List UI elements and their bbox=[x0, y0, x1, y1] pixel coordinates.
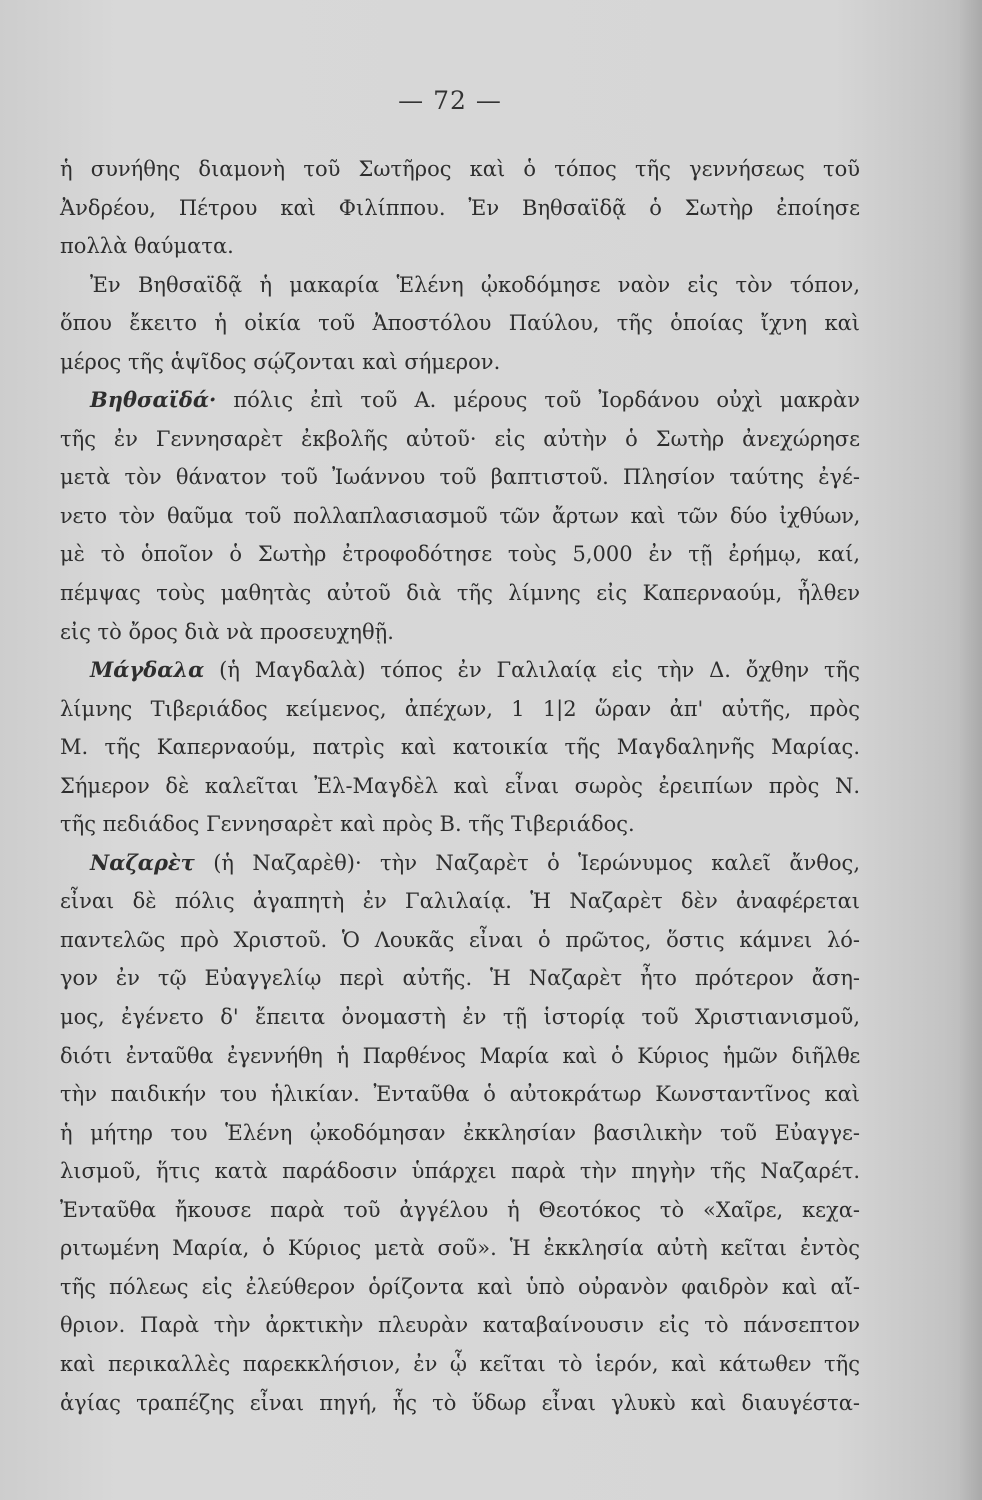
text-line: ριτωμένη Μαρία, ὁ Κύριος μετὰ σοῦ». Ἡ ἐκκλησία αὐτὴ κεῖται ἐντὸς bbox=[60, 1236, 860, 1261]
text-line: μέρος τῆς ἁψῖδος σῴζονται καὶ σήμερον. bbox=[60, 349, 501, 374]
text-line: παντελῶς πρὸ Χριστοῦ. Ὁ Λουκᾶς εἶναι ὁ πρῶτος, ὅστις κάμνει λό- bbox=[60, 927, 860, 952]
text-line: Ἐν Βηθσαϊδᾷ ἡ μακαρία Ἑλένη ᾠκοδόμησε ναὸν εἰς τὸν τόπον, bbox=[90, 272, 860, 297]
text-line: θριον. Παρὰ τὴν ἀρκτικὴν πλευρὰν καταβαίνουσιν εἰς τὸ πάνσεπτον bbox=[60, 1313, 860, 1338]
text-line: τῆς πεδιάδος Γεννησαρὲτ καὶ πρὸς Β. τῆς Τιβεριάδος. bbox=[60, 812, 635, 837]
text-line: μὲ τὸ ὁποῖον ὁ Σωτὴρ ἐτροφοδότησε τοὺς 5,000 ἐν τῇ ἐρήμῳ, καί, bbox=[60, 542, 860, 567]
page-number: — 72 — bbox=[398, 86, 502, 115]
text-line: εἰς τὸ ὄρος διὰ νὰ προσευχηθῇ. bbox=[60, 619, 394, 644]
text-line: νετο τὸν θαῦμα τοῦ πολλαπλασιασμοῦ τῶν ἄρτων καὶ τῶν δύο ἰχθύων, bbox=[60, 503, 860, 528]
text-line: τῆς ἐν Γεννησαρὲτ ἐκβολῆς αὐτοῦ· εἰς αὐτὴν ὁ Σωτὴρ ἀνεχώρησε bbox=[60, 426, 860, 451]
text-line: γον ἐν τῷ Εὐαγγελίῳ περὶ αὐτῆς. Ἡ Ναζαρὲτ ἦτο πρότερον ἄση- bbox=[60, 966, 860, 991]
text-line bbox=[60, 651, 860, 690]
entry-text: πόλις ἐπὶ τοῦ Α. μέρους τοῦ Ἰορδάνου οὐχὶ μακρὰν bbox=[233, 388, 860, 413]
text-line: μος, ἐγένετο δ' ἔπειτα ὀνομαστὴ ἐν τῇ ἱστορίᾳ τοῦ Χριστιανισμοῦ, bbox=[60, 1005, 860, 1030]
text-line: ἁγίας τραπέζης εἶναι πηγή, ἧς τὸ ὕδωρ εἶναι γλυκὺ καὶ διαυγέστα- bbox=[60, 1390, 860, 1415]
text-line: πέμψας τοὺς μαθητὰς αὐτοῦ διὰ τῆς λίμνης εἰς Καπερναούμ, ἦλθεν bbox=[60, 581, 860, 606]
text-line: Μ. τῆς Καπερναούμ, πατρὶς καὶ κατοικία τῆς Μαγδαληνῆς Μαρίας. bbox=[60, 735, 860, 760]
entry-text: (ἡ Ναζαρὲθ)· τὴν Ναζαρὲτ ὁ Ἱερώνυμος καλεῖ ἄνθος, bbox=[213, 850, 860, 875]
text-line: ἡ συνήθης διαμονὴ τοῦ Σωτῆρος καὶ ὁ τόπος τῆς γεννήσεως τοῦ bbox=[60, 157, 860, 181]
text-line bbox=[60, 844, 860, 883]
text-line: λισμοῦ, ἥτις κατὰ παράδοσιν ὑπάρχει παρὰ τὴν πηγὴν τῆς Ναζαρέτ. bbox=[60, 1159, 860, 1184]
body-text bbox=[60, 150, 860, 1422]
entry-term-magdala: Μάγδαλα bbox=[90, 657, 205, 683]
text-line: μετὰ τὸν θάνατον τοῦ Ἰωάννου τοῦ βαπτιστοῦ. Πλησίον ταύτης ἐγέ- bbox=[60, 465, 860, 490]
text-line: διότι ἐνταῦθα ἐγεννήθη ἡ Παρθένος Μαρία καὶ ὁ Κύριος ἡμῶν διῆλθε bbox=[60, 1043, 860, 1068]
text-line bbox=[60, 381, 860, 420]
text-line: τὴν παιδικήν του ἡλικίαν. Ἐνταῦθα ὁ αὐτοκράτωρ Κωνσταντῖνος καὶ bbox=[60, 1082, 860, 1107]
entry-term-nazareth: Ναζαρὲτ bbox=[90, 849, 195, 875]
text-line: εἶναι δὲ πόλις ἀγαπητὴ ἐν Γαλιλαίᾳ. Ἡ Ναζαρὲτ δὲν ἀναφέρεται bbox=[60, 889, 860, 914]
text-line: λίμνης Τιβεριάδος κείμενος, ἀπέχων, 1 1|2 ὥραν ἀπ' αὐτῆς, πρὸς bbox=[60, 696, 860, 721]
text-line: Ἐνταῦθα ἤκουσε παρὰ τοῦ ἀγγέλου ἡ Θεοτόκος τὸ «Χαῖρε, κεχα- bbox=[60, 1197, 860, 1222]
text-line: πολλὰ θαύματα. bbox=[60, 234, 234, 259]
text-line: ἡ μήτηρ του Ἑλένη ᾠκοδόμησαν ἐκκλησίαν βασιλικὴν τοῦ Εὐαγγε- bbox=[60, 1120, 860, 1145]
text-line: ὅπου ἔκειτο ἡ οἰκία τοῦ Ἀποστόλου Παύλου, τῆς ὁποίας ἴχνη καὶ bbox=[60, 311, 860, 336]
text-line: καὶ περικαλλὲς παρεκκλήσιον, ἐν ᾧ κεῖται τὸ ἱερόν, καὶ κάτωθεν τῆς bbox=[60, 1351, 860, 1376]
text-line: τῆς πόλεως εἰς ἐλεύθερον ὁρίζοντα καὶ ὑπὸ οὐρανὸν φαιδρὸν καὶ αἴ- bbox=[60, 1274, 860, 1299]
page-edge-shadow bbox=[960, 0, 982, 1500]
entry-text: (ἡ Μαγδαλὰ) τόπος ἐν Γαλιλαίᾳ εἰς τὴν Δ. ὄχθην τῆς bbox=[219, 658, 860, 683]
text-line: Ἀνδρέου, Πέτρου καὶ Φιλίππου. Ἐν Βηθσαϊδᾷ ὁ Σωτὴρ ἐποίησε bbox=[60, 195, 860, 220]
text-line: Σήμερον δὲ καλεῖται Ἐλ-Μαγδὲλ καὶ εἶναι σωρὸς ἐρειπίων πρὸς Ν. bbox=[60, 773, 860, 798]
entry-term-bethsaida: Βηθσαϊδά· bbox=[90, 387, 217, 413]
